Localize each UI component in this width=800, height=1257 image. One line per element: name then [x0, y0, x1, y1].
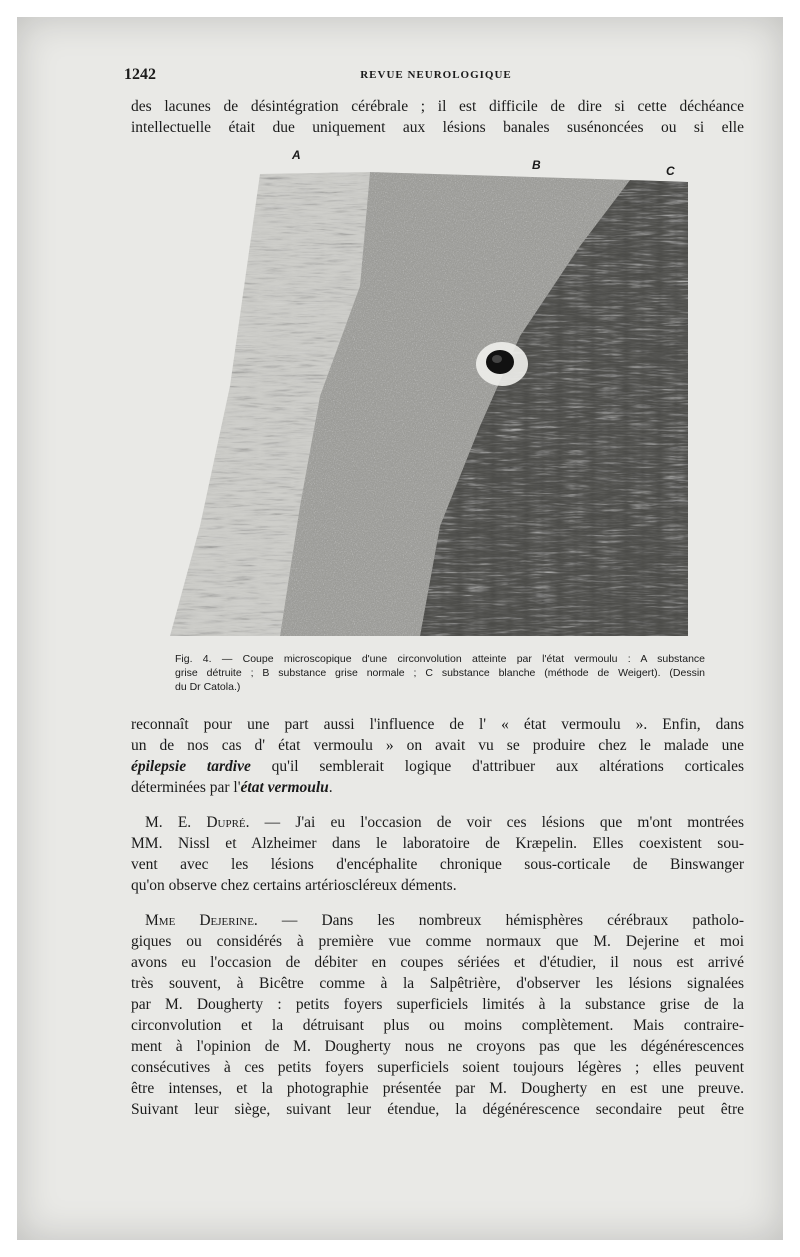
text-line: consécutives à ces petits foyers superficiels soient toujours légères ; elles peuvent — [131, 1059, 744, 1076]
text-line: qu'on observe chez certains artérioscléreux déments. — [131, 877, 457, 894]
text-line: par M. Dougherty : petits foyers superficiels limités à la substance grise de la — [131, 996, 744, 1013]
text-line: reconnaît pour une part aussi l'influence de l' « état vermoulu ». Enfin, dans — [131, 716, 744, 733]
running-head — [124, 66, 748, 86]
caption-line: Fig. 4. — Coupe microscopique d'une circonvolution atteinte par l'état vermoulu : A substance — [175, 653, 705, 665]
text-line: très souvent, à Bicêtre comme à la Salpêtrière, d'observer les lésions signalées — [131, 975, 744, 992]
text-line: circonvolution et la détruisant plus ou moins complètement. Mais contraire- — [131, 1017, 744, 1034]
text-segment: — J'ai eu l'occasion de voir ces lésions que m'ont montrées — [249, 814, 745, 831]
text-line: être intenses, et la photographie présentée par M. Dougherty en est une preuve. — [131, 1080, 744, 1097]
intro-paragraph — [131, 96, 744, 138]
text-segment: — Dans les nombreux hémisphères cérébraux patholo- — [257, 912, 744, 929]
speaker-name: Mme Dejerine. — [145, 912, 258, 929]
figure-label-b: B — [532, 158, 541, 172]
caption-line: grise détruite ; B substance grise normale ; C substance blanche (méthode de Weigert). (Dessin — [175, 667, 705, 679]
text-line: ment à l'opinion de M. Dougherty nous ne croyons pas que les dégénérescences — [131, 1038, 744, 1055]
text-line — [131, 777, 744, 798]
caption-line: du Dr Catola.) — [175, 681, 241, 693]
figure-label-c: C — [666, 164, 675, 178]
text-line — [131, 756, 744, 777]
figure-label-a: A — [292, 148, 301, 162]
text-segment: . — [328, 779, 333, 796]
text-line: un de nos cas d' état vermoulu » on avait vu se produire chez le malade une — [131, 737, 744, 754]
text-line: giques ou considérés à première vue comme normaux que M. Dejerine et moi — [131, 933, 744, 950]
paragraph-etat-vermoulu — [131, 714, 744, 798]
text-line: vent avec les lésions d'encéphalite chronique sous-corticale de Binswanger — [131, 856, 744, 873]
text-line: MM. Nissl et Alzheimer dans le laboratoire de Kræpelin. Elles coexistent sou- — [131, 835, 744, 852]
figure-caption — [175, 652, 705, 694]
text-segment: déterminées par l' — [131, 779, 241, 796]
speaker-name: M. E. Dupré. — [145, 814, 250, 831]
page-number: 1242 — [124, 66, 156, 83]
text-line: des lacunes de désintégration cérébrale ; il est difficile de dire si cette déchéance — [131, 98, 744, 115]
text-line: avons eu l'occasion de débiter en coupes sériées et d'étudier, il nous est arrivé — [131, 954, 744, 971]
text-line: Suivant leur siège, suivant leur étendue, la dégénérescence secondaire peut être — [131, 1101, 744, 1118]
paragraph-dejerine — [131, 910, 744, 1120]
micrograph-drawing — [160, 166, 700, 644]
figure-micrograph — [160, 148, 700, 658]
text-segment: qu'il semblerait logique d'attribuer aux altérations corticales — [250, 758, 744, 775]
paragraph-dupre — [131, 812, 744, 896]
text-line — [131, 812, 744, 833]
journal-title: REVUE NEUROLOGIQUE — [360, 69, 512, 81]
emphasis: épilepsie tardive — [131, 758, 251, 775]
text-line: intellectuelle était due uniquement aux lésions banales susénoncées ou si elle — [131, 119, 744, 136]
text-line — [131, 910, 744, 931]
emphasis: état vermoulu — [240, 779, 329, 796]
body-text — [131, 714, 744, 1134]
